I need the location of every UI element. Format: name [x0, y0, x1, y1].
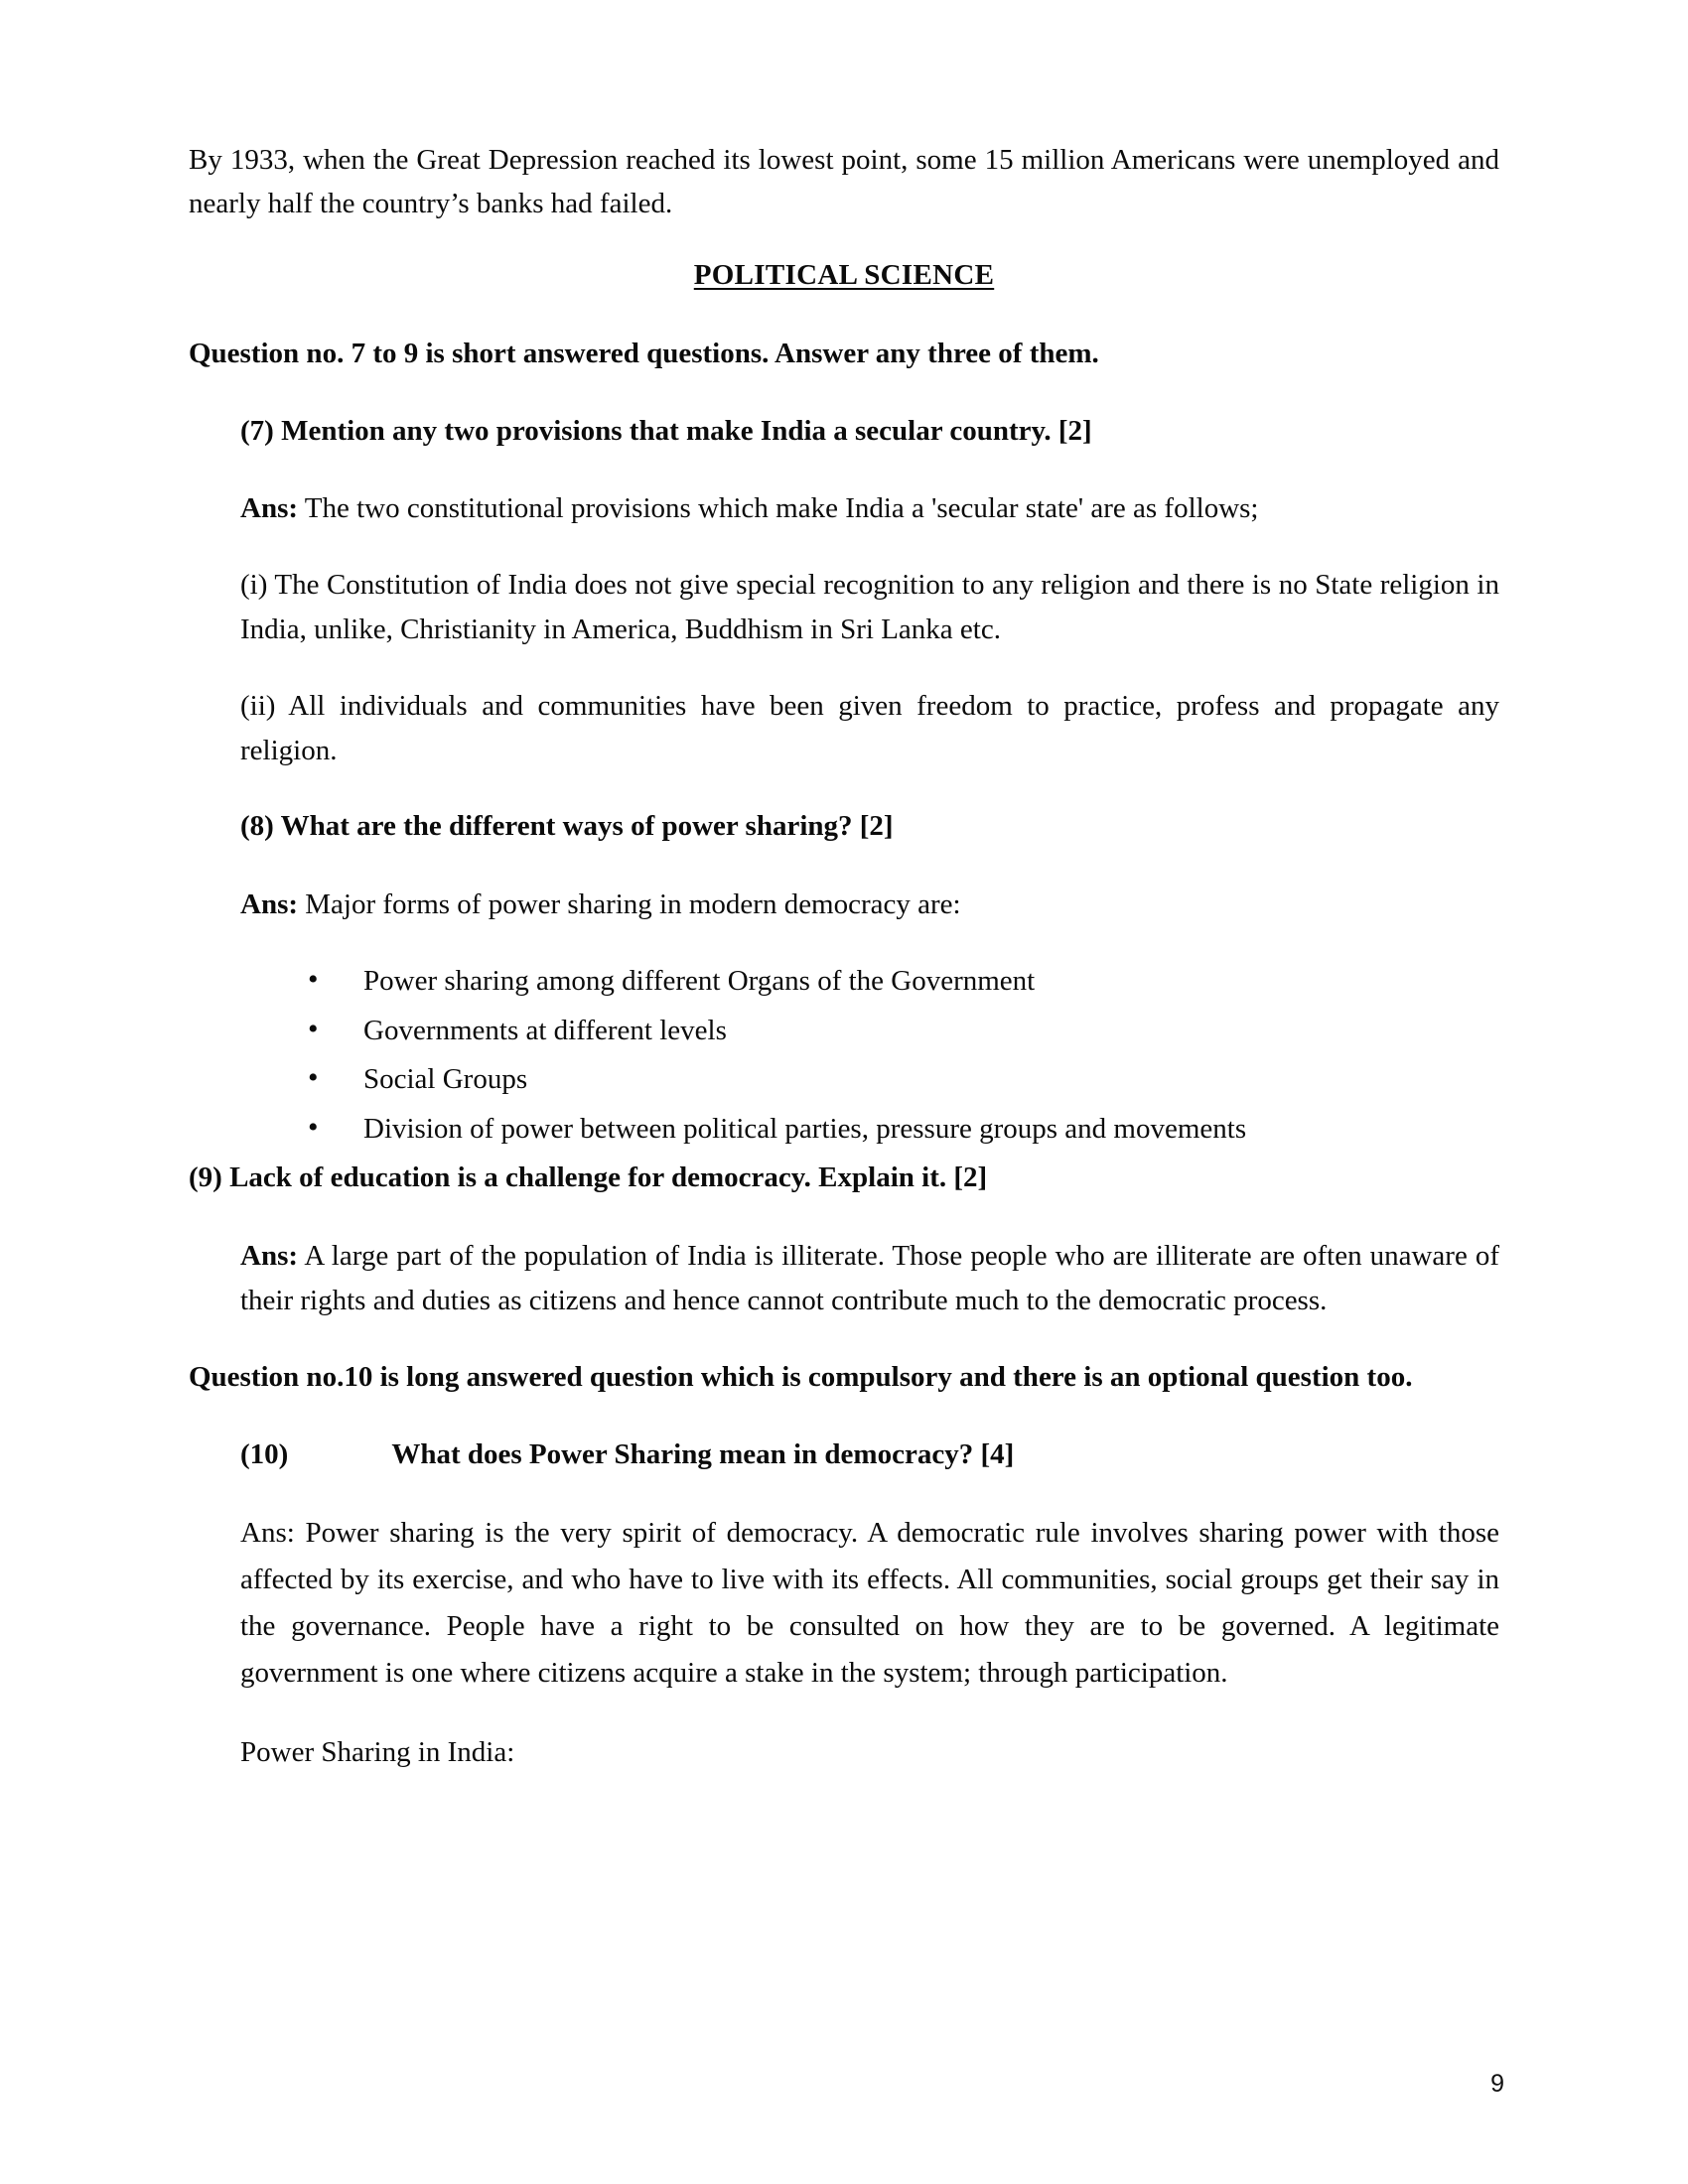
page-number: 9 [1490, 2070, 1504, 2098]
question-10 [240, 1433, 1499, 1477]
answer-7 [240, 486, 1499, 531]
question-7-text: Mention any two provisions that make India a secular country. [2] [281, 414, 1092, 447]
answer-9-text: A large part of the population of India is illiterate. Those people who are illiterate are often unaware of their rights and duties as citizens and hence cannot contribute much to the democratic process. [240, 1239, 1499, 1316]
answer-8-label: Ans: [240, 887, 299, 920]
question-7-number: (7) [240, 414, 274, 447]
answer-9-label: Ans: [240, 1239, 299, 1272]
section-heading-text: POLITICAL SCIENCE [693, 259, 995, 291]
page-content [189, 139, 1499, 1775]
answer-10-trailing-line: Power Sharing in India: [240, 1736, 515, 1768]
answer-7-text: The two constitutional provisions which make India a 'secular state' are as follows; [298, 492, 1259, 525]
list-item: • Power sharing among different Organs of the Government [308, 959, 1499, 1004]
answer-7-label: Ans: [240, 492, 299, 525]
long-answer-instruction: Question no.10 is long answered question which is compulsory and there is an optional question too. [189, 1360, 1413, 1393]
question-10-number: (10) [240, 1437, 289, 1470]
question-8 [240, 805, 1499, 849]
answer-10: Ans: Power sharing is the very spirit of democracy. A democratic rule involves sharing power with those affected by its exercise, and who have to live with its effects. All communities, social groups get their say in the governance. People have a right to be consulted on how they are to be governed. A legitimate government is one where citizens acquire a stake in the system; through participation. [240, 1517, 1499, 1690]
list-item: • Social Groups [308, 1057, 1499, 1102]
answer-7-point-i: (i) The Constitution of India does not give special recognition to any religion and there is no State religion in India, unlike, Christianity in America, Buddhism in Sri Lanka etc. [240, 569, 1499, 646]
question-9-number: (9) [189, 1161, 222, 1194]
intro-paragraph: By 1933, when the Great Depression reached its lowest point, some 15 million Americans were unemployed and nearly half the country’s banks had failed. [189, 144, 1499, 219]
answer-8-bullet-list [189, 959, 1499, 1153]
question-7 [240, 410, 1499, 454]
question-8-text: What are the different ways of power sharing? [2] [280, 810, 894, 843]
question-9-text: Lack of education is a challenge for democracy. Explain it. [2] [229, 1161, 988, 1194]
answer-9 [240, 1234, 1499, 1323]
section-heading [189, 259, 1499, 292]
answer-7-point-ii: (ii) All individuals and communities have been given freedom to practice, profess and propagate any religion. [240, 690, 1499, 767]
answer-8 [240, 883, 1499, 927]
list-item: • Governments at different levels [308, 1009, 1499, 1053]
question-10-text: What does Power Sharing mean in democracy? [4] [391, 1437, 1015, 1470]
short-answer-instruction: Question no. 7 to 9 is short answered questions. Answer any three of them. [189, 338, 1099, 369]
list-item: • Division of power between political parties, pressure groups and movements [308, 1107, 1499, 1152]
question-9 [189, 1157, 1499, 1200]
answer-8-text: Major forms of power sharing in modern democracy are: [298, 887, 961, 920]
question-8-number: (8) [240, 810, 274, 843]
